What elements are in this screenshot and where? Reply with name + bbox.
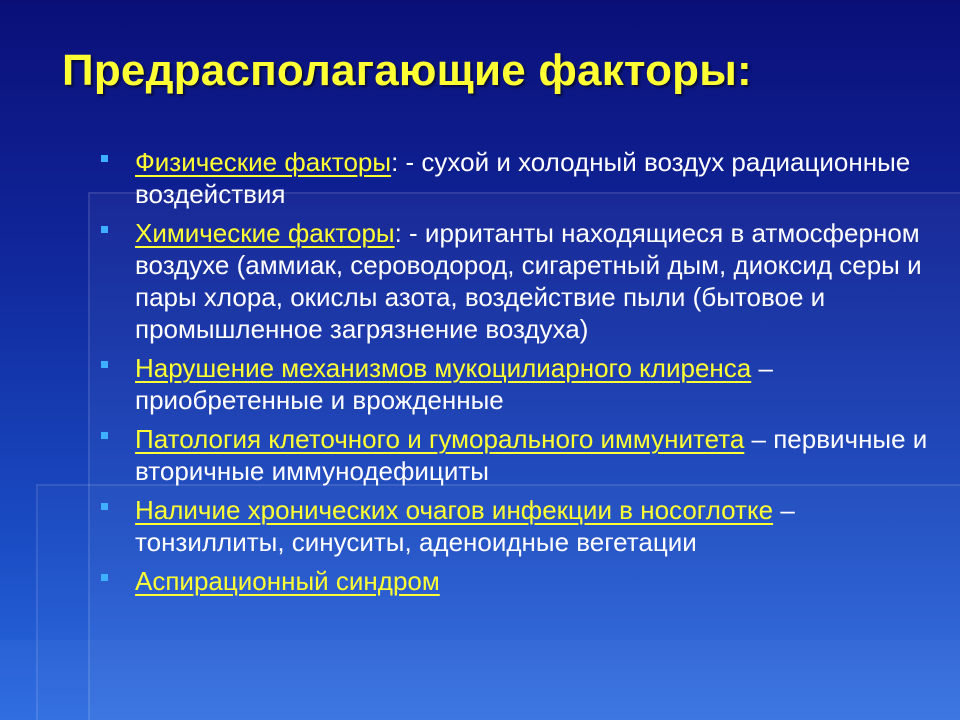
item-text: : - сухой и холодный воздух радиационные воздействия bbox=[135, 147, 911, 209]
item-highlight: Химические факторы bbox=[135, 218, 395, 248]
background-panel bbox=[0, 640, 960, 720]
list-item bbox=[98, 217, 928, 345]
square-bullet-icon bbox=[101, 574, 108, 581]
list-item bbox=[98, 565, 928, 597]
square-bullet-icon bbox=[101, 226, 108, 233]
square-bullet-icon bbox=[101, 432, 108, 439]
item-highlight: Аспирационный синдром bbox=[135, 566, 440, 596]
item-highlight: Наличие хронических очагов инфекции в носоглотке bbox=[135, 495, 774, 525]
item-text: – первичные и вторичные иммунодефициты bbox=[135, 424, 928, 486]
square-bullet-icon bbox=[101, 361, 108, 368]
square-bullet-icon bbox=[101, 503, 108, 510]
item-highlight: Нарушение механизмов мукоцилиарного клиренса bbox=[135, 353, 752, 383]
item-highlight: Физические факторы bbox=[135, 147, 392, 177]
list-item bbox=[98, 352, 928, 416]
item-text: – тонзиллиты, синуситы, аденоидные вегетации bbox=[135, 495, 795, 557]
list-item bbox=[98, 494, 928, 558]
square-bullet-icon bbox=[101, 155, 108, 162]
list-item bbox=[98, 146, 928, 210]
slide-title: Предрасполагающие факторы: bbox=[62, 46, 752, 95]
item-text: – приобретенные и врожденные bbox=[135, 353, 773, 415]
list-item bbox=[98, 423, 928, 487]
bullet-list bbox=[98, 146, 928, 604]
item-text: : - ирританты находящиеся в атмосферном воздухе (аммиак, сероводород, сигаретный дым, диоксид серы и пары хлора, окислы азота, воздействие пыли (бытовое и промышленное загрязнение воздуха) bbox=[135, 218, 922, 344]
item-highlight: Патология клеточного и гуморального иммунитета bbox=[135, 424, 745, 454]
